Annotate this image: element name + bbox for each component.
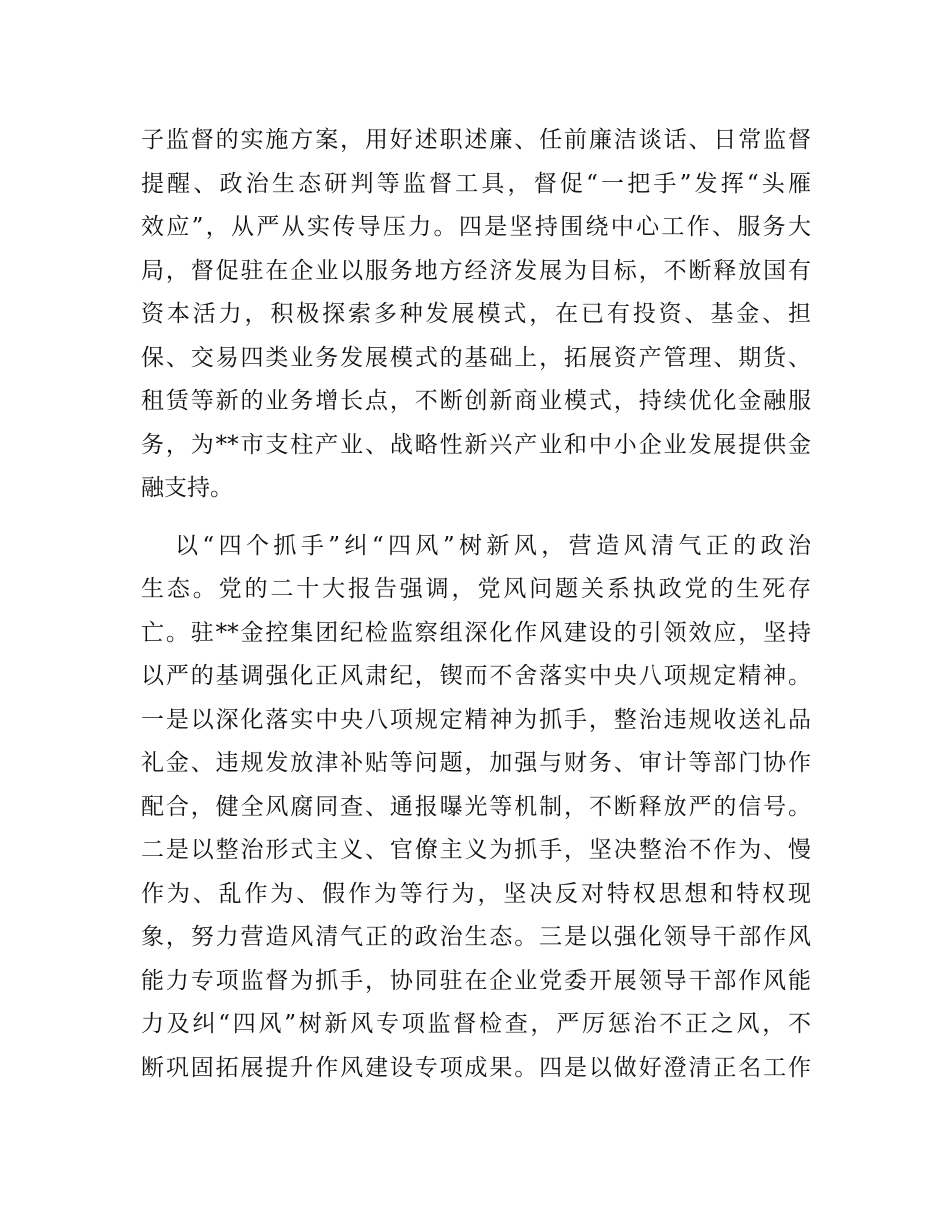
text-line: 效应”，从严从实传导压力。四是坚持围绕中心工作、服务大: [141, 214, 811, 240]
text-line: 断巩固拓展提升作风建设专项成果。四是以做好澄清正名工作: [141, 1054, 811, 1081]
text-line: 融支持。: [141, 475, 233, 501]
text-line: 亡。驻**金控集团纪检监察组深化作风建设的引领效应，坚持: [141, 619, 811, 646]
text-line: 生态。党的二十大报告强调，党风问题关系执政党的生死存: [141, 576, 811, 602]
text-line: 二是以整治形式主义、官僚主义为抓手，坚决整治不作为、慢: [141, 837, 811, 863]
text-line: 资本活力，积极探索多种发展模式，在已有投资、基金、担: [141, 301, 811, 327]
text-line: 一是以深化落实中央八项规定精神为抓手，整治违规收送礼品: [141, 706, 811, 733]
text-line: 作为、乱作为、假作为等行为，坚决反对特权思想和特权现: [141, 880, 811, 907]
paragraph-1: [141, 119, 811, 511]
text-line: 以严的基调强化正风肃纪，锲而不舍落实中央八项规定精神。: [141, 663, 811, 689]
text-line: 局，督促驻在企业以服务地方经济发展为目标，不断释放国有: [141, 257, 811, 284]
document-body: [141, 119, 811, 1090]
text-line: 力及纠“四风”树新风专项监督检查，严厉惩治不正之风，不: [141, 1011, 811, 1037]
text-line: 子监督的实施方案，用好述职述廉、任前廉洁谈话、日常监督: [141, 127, 811, 153]
text-line: 务，为**市支柱产业、战略性新兴产业和中小企业发展提供金: [141, 431, 811, 458]
text-line: 租赁等新的业务增长点，不断创新商业模式，持续优化金融服: [141, 388, 811, 414]
text-line: 配合，健全风腐同查、通报曝光等机制，不断释放严的信号。: [141, 793, 811, 820]
text-line: 礼金、违规发放津补贴等问题，加强与财务、审计等部门协作: [141, 750, 811, 776]
text-line: 象，努力营造风清气正的政治生态。三是以强化领导干部作风: [141, 924, 811, 950]
text-line: 保、交易四类业务发展模式的基础上，拓展资产管理、期货、: [141, 344, 811, 371]
text-line: 能力专项监督为抓手，协同驻在企业党委开展领导干部作风能: [141, 967, 811, 994]
paragraph-2: [141, 525, 811, 1091]
text-line: 提醒、政治生态研判等监督工具，督促“一把手”发挥“头雁: [141, 170, 811, 197]
text-line: 以“四个抓手”纠“四风”树新风，营造风清气正的政治: [175, 532, 811, 559]
